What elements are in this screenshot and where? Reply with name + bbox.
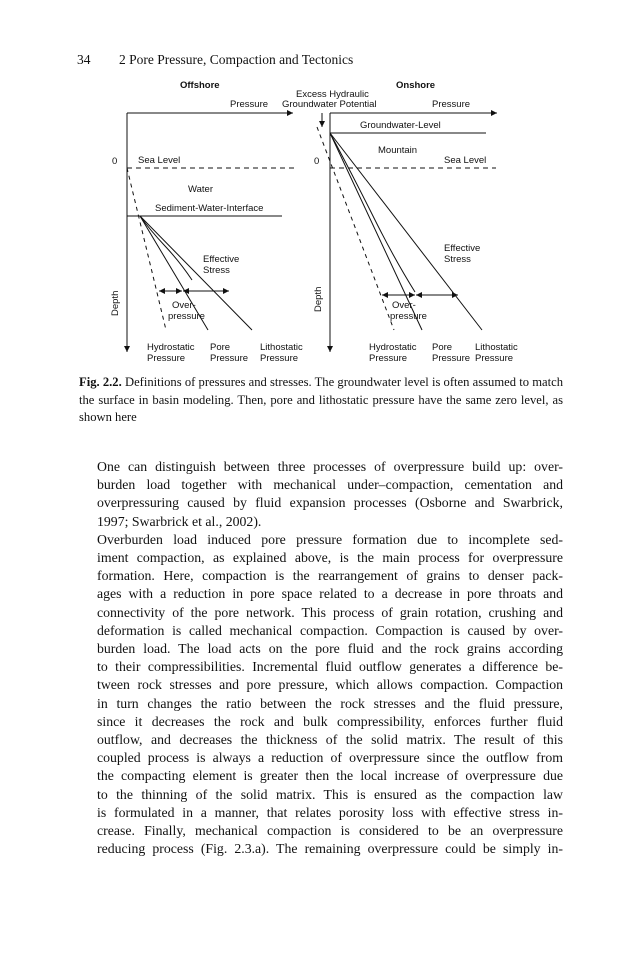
offshore-pore-label-2: Pressure — [210, 353, 249, 364]
onshore-over-label-1: Over- — [392, 300, 416, 311]
paragraph-2-line: in turn changes the ratio between the rock stresses and the fluid pressure, — [97, 695, 563, 711]
onshore-pore-label-2: Pressure — [432, 353, 471, 364]
caption-text: Definitions of pressures and stresses. The groundwater level is often assumed to match the surface in basin modeling. Then, pore and lithostatic pressure have the same zero level, as shown here — [79, 375, 563, 424]
offshore-litho-label-1: Lithostatic — [260, 342, 303, 353]
onshore-panel — [282, 80, 518, 364]
offshore-depth-label: Depth — [110, 290, 121, 316]
offshore-pore-label-1: Pore — [210, 342, 231, 353]
onshore-depth-label: Depth — [313, 286, 324, 312]
onshore-heading: Onshore — [396, 80, 436, 91]
offshore-curve — [140, 216, 192, 280]
paragraph-2-line: connectivity of the pore network. This process of grain rotation, crushing and — [97, 604, 563, 620]
onshore-excess-label-2: Groundwater Potential — [282, 99, 377, 110]
pressure-diagram — [0, 0, 638, 370]
offshore-over-label-1: Over- — [172, 300, 196, 311]
paragraph-1-line: overpressuring caused by fluid expansion processes (Osborne and Swarbrick, — [97, 495, 563, 511]
paragraph-2-line: outflow, and decreases the thickness of the solid matrix. The result of this — [97, 732, 563, 748]
paragraph-1 — [79, 458, 563, 531]
paragraph-2-line: since it decreases the rock and bulk compressibility, enforces further fluid — [97, 713, 563, 729]
onshore-pressure-axis-label: Pressure — [432, 99, 471, 110]
offshore-effective-label-2: Stress — [203, 265, 230, 276]
offshore-interface-label: Sediment-Water-Interface — [155, 203, 264, 214]
paragraph-2 — [79, 531, 563, 859]
offshore-sea-level-label: Sea Level — [138, 155, 181, 166]
body-text — [79, 458, 563, 858]
offshore-litho-label-2: Pressure — [260, 353, 299, 364]
onshore-pore-label-1: Pore — [432, 342, 453, 353]
onshore-effective-label-1: Effective — [444, 243, 481, 254]
paragraph-2-line: formation. Here, compaction is the rearrangement of grains to denser pack- — [97, 568, 563, 584]
paragraph-2-line: ages with a reduction in pore space related to a decrease in pore throats and — [97, 586, 563, 602]
caption-label: Fig. 2.2. — [79, 375, 122, 389]
offshore-over-label-2: pressure — [168, 311, 205, 322]
onshore-curve — [330, 133, 418, 292]
onshore-zero: 0 — [314, 156, 320, 167]
figure-caption — [79, 374, 563, 427]
paragraph-1-line: 1997; Swarbrick et al., 2002). — [97, 513, 262, 529]
onshore-groundwater-label: Groundwater-Level — [360, 120, 441, 131]
offshore-water-label: Water — [188, 184, 213, 195]
paragraph-1-line: One can distinguish between three processes of overpressure build up: over- — [97, 459, 563, 474]
paragraph-2-line: to the thinning of the solid matrix. This is ensured as the compaction law — [97, 786, 563, 802]
onshore-hydrostatic-label-1: Hydrostatic — [369, 342, 417, 353]
offshore-pressure-axis-label: Pressure — [230, 99, 269, 110]
offshore-effective-label-1: Effective — [203, 254, 240, 265]
paragraph-2-line: coupled process is always a reduction of overpressure since the outflow from — [97, 750, 563, 766]
offshore-panel — [110, 80, 303, 364]
offshore-hydrostatic-label-1: Hydrostatic — [147, 342, 195, 353]
onshore-over-label-2: pressure — [390, 311, 427, 322]
paragraph-2-line: crease. Finally, mechanical compaction is considered to be an overpressure — [97, 823, 563, 839]
offshore-heading: Offshore — [180, 80, 220, 91]
offshore-zero: 0 — [112, 156, 118, 167]
paragraph-2-line: burden load. The load acts on the pore fluid and the rock grains according — [97, 641, 563, 657]
paragraph-2-line: is formulated in a manner, that relates porosity loss with effective stress in- — [97, 804, 563, 820]
paragraph-2-line: to their compressibilities. Incremental fluid outflow generates a difference be- — [97, 659, 563, 675]
paragraph-2-line: the compacting element is greater then the local increase of overpressure due — [97, 768, 563, 784]
paragraph-2-line: Overburden load induced pore pressure formation due to incomplete sed- — [97, 531, 563, 547]
onshore-hydrostatic-line — [317, 127, 394, 330]
onshore-litho-label-1: Lithostatic — [475, 342, 518, 353]
onshore-effective-label-2: Stress — [444, 254, 471, 265]
onshore-excess-label-1: Excess Hydraulic — [296, 89, 369, 100]
paragraph-1-line: burden load together with mechanical under–compaction, cementation and — [97, 477, 563, 493]
paragraph-2-line: iment compaction, as explained above, is the main process for overpressure — [97, 550, 563, 566]
onshore-mountain-label: Mountain — [378, 145, 418, 156]
onshore-litho-label-2: Pressure — [475, 353, 514, 364]
paragraph-2-line: deformation is called mechanical compaction. Compaction is caused by over- — [97, 622, 563, 638]
onshore-sea-level-label: Sea Level — [444, 155, 487, 166]
onshore-hydrostatic-label-2: Pressure — [369, 353, 408, 364]
paragraph-2-line: reducing process (Fig. 2.3.a). The remaining overpressure could be simply in- — [97, 841, 563, 857]
offshore-hydrostatic-label-2: Pressure — [147, 353, 186, 364]
paragraph-2-line: tween rock stresses and pore pressure, which allows compaction. Compaction — [97, 677, 563, 693]
page-number: 34 — [77, 52, 91, 67]
running-title: 2 Pore Pressure, Compaction and Tectonics — [119, 52, 354, 67]
